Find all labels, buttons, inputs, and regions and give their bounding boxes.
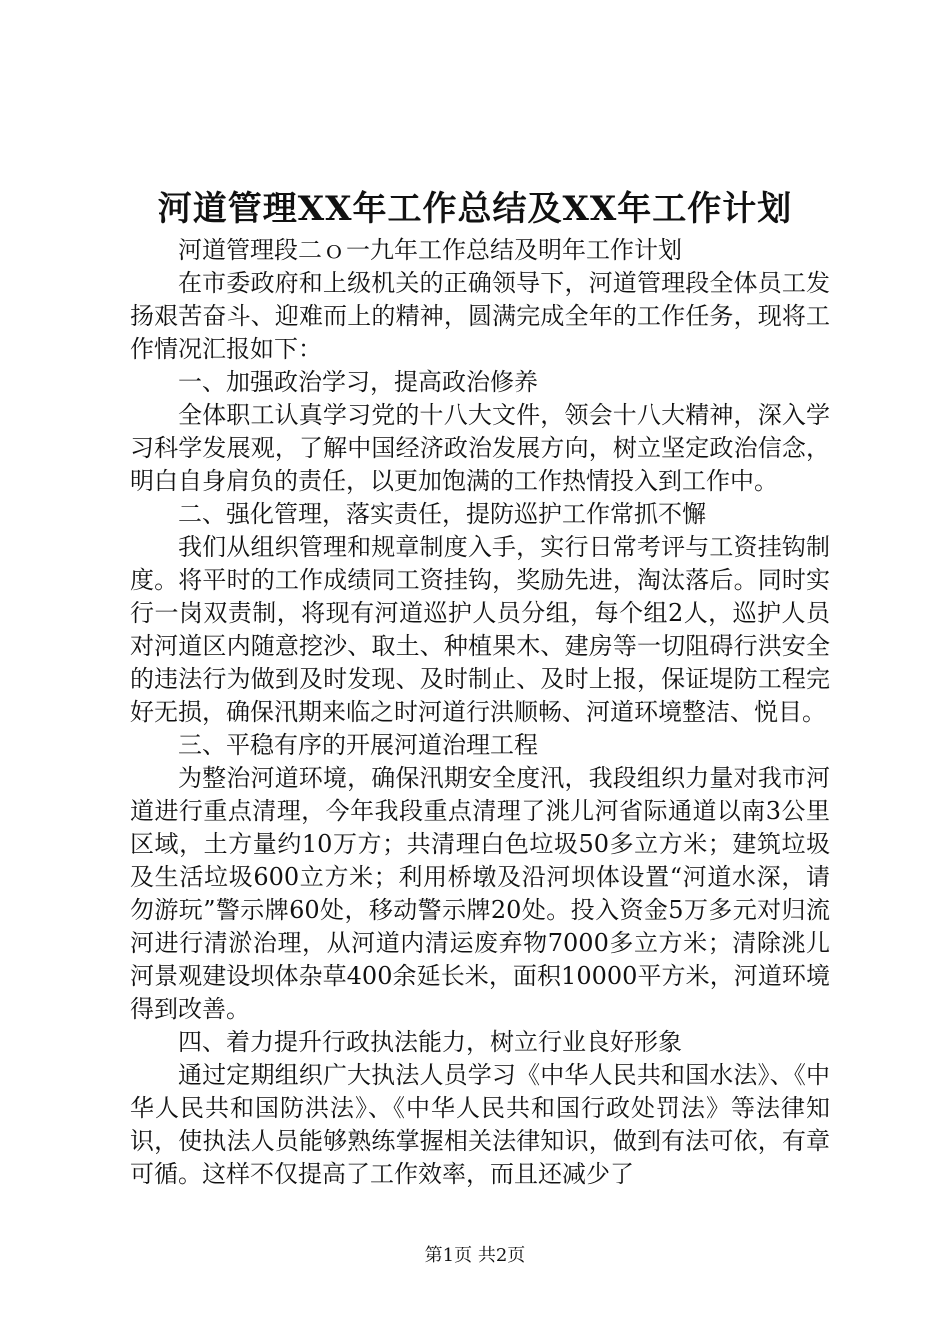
section-body-2: 我们从组织管理和规章制度入手，实行日常考评与工资挂钩制度。将平时的工作成绩同工资挂钩，奖励先进，淘汰落后。同时实行一岗双责制，将现有河道巡护人员分组，每个组2人，巡护人员对河道区内随意挖沙、取土、种植果木、建房等一切阻碍行洪安全的违法行为做到及时发现、及时制止、及时上报，保证堤防工程完好无损，确保汛期来临之时河道行洪顺畅、河道环境整洁、悦目。	[130, 533, 830, 726]
document-body	[130, 234, 830, 1191]
intro-paragraph: 在市委政府和上级机关的正确领导下，河道管理段全体员工发扬艰苦奋斗、迎难而上的精神，圆满完成全年的工作任务，现将工作情况汇报如下：	[130, 269, 830, 363]
document-title: 河道管理XX年工作总结及XX年工作计划	[157, 189, 793, 229]
page-footer: 第1页 共2页	[424, 1245, 526, 1266]
subtitle-paragraph: 河道管理段二ｏ一九年工作总结及明年工作计划	[178, 236, 682, 264]
section-body-4: 通过定期组织广大执法人员学习《中华人民共和国水法》、《中华人民共和国防洪法》、《中华人民共和国行政处罚法》等法律知识，使执法人员能够熟练掌握相关法律知识，做到有法可依，有章可循。这样不仅提高了工作效率，而且还减少了	[130, 1061, 830, 1188]
section-body-1: 全体职工认真学习党的十八大文件，领会十八大精神，深入学习科学发展观，了解中国经济政治发展方向，树立坚定政治信念，明白自身肩负的责任，以更加饱满的工作热情投入到工作中。	[130, 401, 830, 495]
section-heading-2: 二、强化管理，落实责任，提防巡护工作常抓不懈	[178, 500, 706, 528]
section-heading-3: 三、平稳有序的开展河道治理工程	[178, 731, 538, 759]
section-heading-1: 一、加强政治学习，提高政治修养	[178, 368, 538, 396]
section-body-3: 为整治河道环境，确保汛期安全度汛，我段组织力量对我市河道进行重点清理，今年我段重点清理了洮儿河省际通道以南3公里区域，土方量约10万方；共清理白色垃圾50多立方米；建筑垃圾及生活垃圾600立方米；利用桥墩及沿河坝体设置“河道水深，请勿游玩”警示牌60处，移动警示牌20处。投入资金5万多元对归流河进行清淤治理，从河道内清运废弃物7000多立方米；清除洮儿河景观建设坝体杂草400余延长米，面积10000平方米，河道环境得到改善。	[130, 764, 830, 1023]
section-heading-4: 四、着力提升行政执法能力，树立行业良好形象	[178, 1028, 682, 1056]
